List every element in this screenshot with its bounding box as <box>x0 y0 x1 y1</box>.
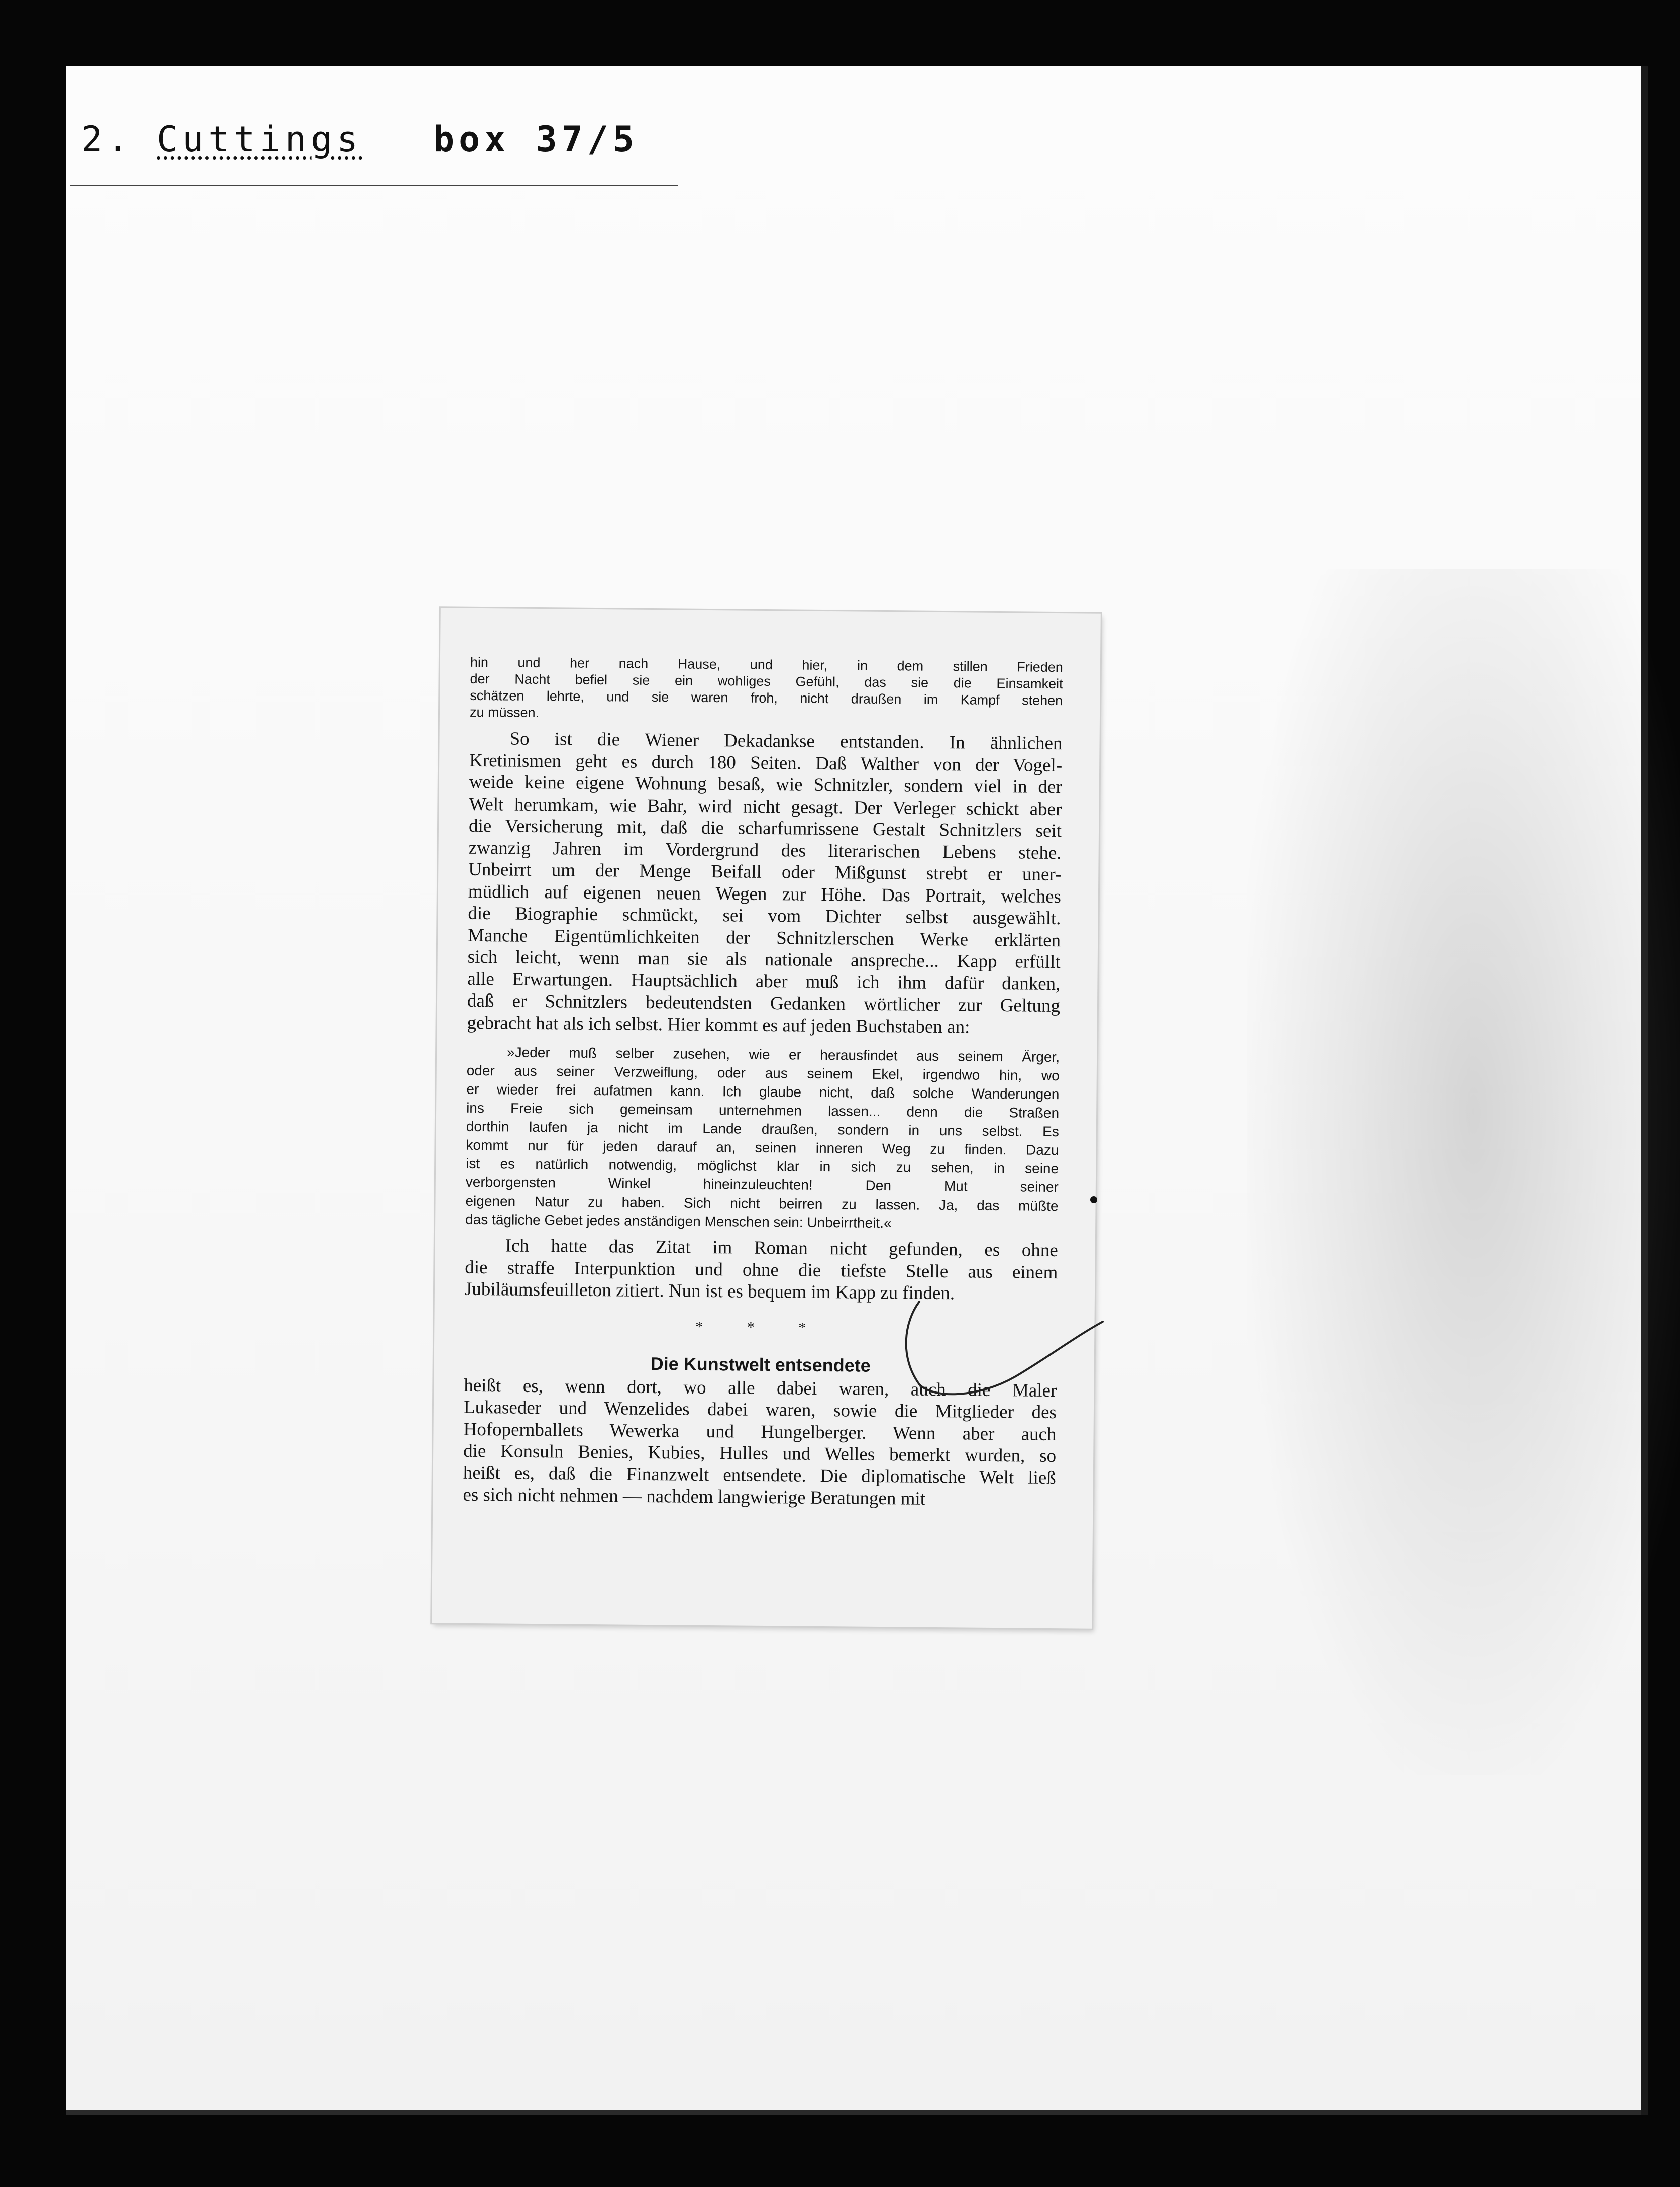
text-line: sich leicht, wenn man sie als nationale anspreche... Kapp erfüllt <box>467 946 1061 973</box>
quote-line: oder aus seiner Verzweiflung, oder aus seinem Ekel, irgendwo hin, wo <box>466 1062 1060 1084</box>
text-line: es sich nicht nehmen — nachdem langwierige Beratungen mit <box>463 1484 926 1509</box>
text-line: hin und her nach Hause, und hier, in dem stillen Frieden <box>470 654 1063 675</box>
text-line: So ist die Wiener Dekadankse entstanden. In ähnlichen <box>509 728 1063 754</box>
quote-line: ins Freie sich gemeinsam unternehmen lassen... denn die Straßen <box>466 1100 1060 1121</box>
text-line: Hofopernballets Wewerka und Hungelberger. Wenn aber auch <box>463 1419 1057 1445</box>
opening-paragraph <box>470 654 1063 726</box>
main-paragraph <box>467 728 1062 1039</box>
quote-line: ist es natürlich notwendig, möglichst klar in sich zu sehen, in seine <box>466 1155 1059 1177</box>
section-separator: * * * <box>695 1318 826 1336</box>
clipping-text <box>463 654 1063 1511</box>
quote-line: das tägliche Gebet jedes anständigen Menschen sein: Unbeirrtheit.« <box>465 1211 892 1231</box>
header-number: 2. <box>81 119 133 160</box>
text-line: gebracht hat als ich selbst. Hier kommt es auf jeden Buchstaben an: <box>467 1012 970 1038</box>
shadow-smudge <box>1247 569 1680 1775</box>
text-line: müdlich auf eigenen neuen Wegen zur Höhe. Das Portrait, welches <box>468 881 1062 907</box>
text-line: weide keine eigene Wohnung besaß, wie Schnitzler, sondern viel in der <box>469 771 1062 798</box>
text-line: Ich hatte das Zitat im Roman nicht gefunden, es ohne <box>505 1235 1058 1261</box>
text-line: zu müssen. <box>469 704 540 721</box>
text-line: Jubiläumsfeuilleton zitiert. Nun ist es bequem im Kapp zu finden. <box>464 1278 955 1304</box>
text-line: heißt es, wenn dort, wo alle dabei waren, auch die Maler <box>464 1375 1057 1401</box>
text-line: daß er Schnitzlers bedeutendsten Gedanken wörtlicher zur Geltung <box>467 990 1061 1017</box>
closing-paragraph <box>465 1235 1058 1306</box>
header-label: Cuttings <box>157 119 363 160</box>
text-line: die Biographie schmückt, sei vom Dichter selbst ausgewählt. <box>468 903 1061 929</box>
header-box-ref: box 37/5 <box>433 119 639 160</box>
ink-dot <box>1090 1196 1097 1203</box>
text-line: der Nacht befiel sie ein wohliges Gefühl, das sie die Einsamkeit <box>470 671 1063 692</box>
text-line: die Versicherung mit, daß die scharfumrissene Gestalt Schnitzlers seit <box>468 815 1062 842</box>
text-line: Lukaseder und Wenzelides dabei waren, sowie die Mitglieder des <box>463 1397 1057 1423</box>
quote-line: »Jeder muß selber zusehen, wie er herausfindet aus seinem Ärger, <box>506 1044 1060 1065</box>
newspaper-clipping <box>432 608 1101 1628</box>
text-line: schätzen lehrte, und sie waren froh, nicht draußen im Kampf stehen <box>470 687 1063 709</box>
archive-header <box>81 119 684 179</box>
text-line: Kretinismen geht es durch 180 Seiten. Daß Walther von der Vogel- <box>469 750 1063 776</box>
text-line: die Konsuln Benies, Kubies, Hulles und Welles bemerkt wurden, so <box>463 1440 1057 1467</box>
final-paragraph <box>463 1374 1057 1511</box>
quote-line: er wieder frei aufatmen kann. Ich glaube nicht, daß solche Wanderungen <box>466 1081 1060 1103</box>
quote-line: eigenen Natur zu haben. Sich nicht beirren zu lassen. Ja, das müßte <box>465 1192 1059 1214</box>
text-line: Unbeirrt um der Menge Beifall oder Mißgunst strebt er uner- <box>468 859 1062 885</box>
header-rule <box>70 185 678 186</box>
quote-line: dorthin laufen ja nicht im Lande draußen, sondern in uns selbst. Es <box>466 1118 1059 1140</box>
text-line: Welt herumkam, wie Bahr, wird nicht gesagt. Der Verleger schickt aber <box>469 793 1062 820</box>
block-quote <box>465 1043 1060 1234</box>
quote-line: kommt nur für jeden darauf an, seinen inneren Weg zu finden. Dazu <box>466 1137 1059 1158</box>
text-line: heißt es, daß die Finanzwelt entsendete. Die diplomatische Welt ließ <box>463 1462 1056 1488</box>
section-heading: Die Kunstwelt entsendete <box>650 1353 871 1376</box>
quote-line: verborgensten Winkel hineinzuleuchten! Den Mut seiner <box>465 1174 1059 1196</box>
text-line: zwanzig Jahren im Vordergrund des literarischen Lebens stehe. <box>468 837 1062 863</box>
text-line: Manche Eigentümlichkeiten der Schnitzlerschen Werke erklärten <box>467 925 1061 951</box>
text-line: die straffe Interpunktion und ohne die tiefste Stelle aus einem <box>465 1257 1058 1283</box>
text-line: alle Erwartungen. Hauptsächlich aber muß ich ihm dafür danken, <box>467 968 1061 995</box>
